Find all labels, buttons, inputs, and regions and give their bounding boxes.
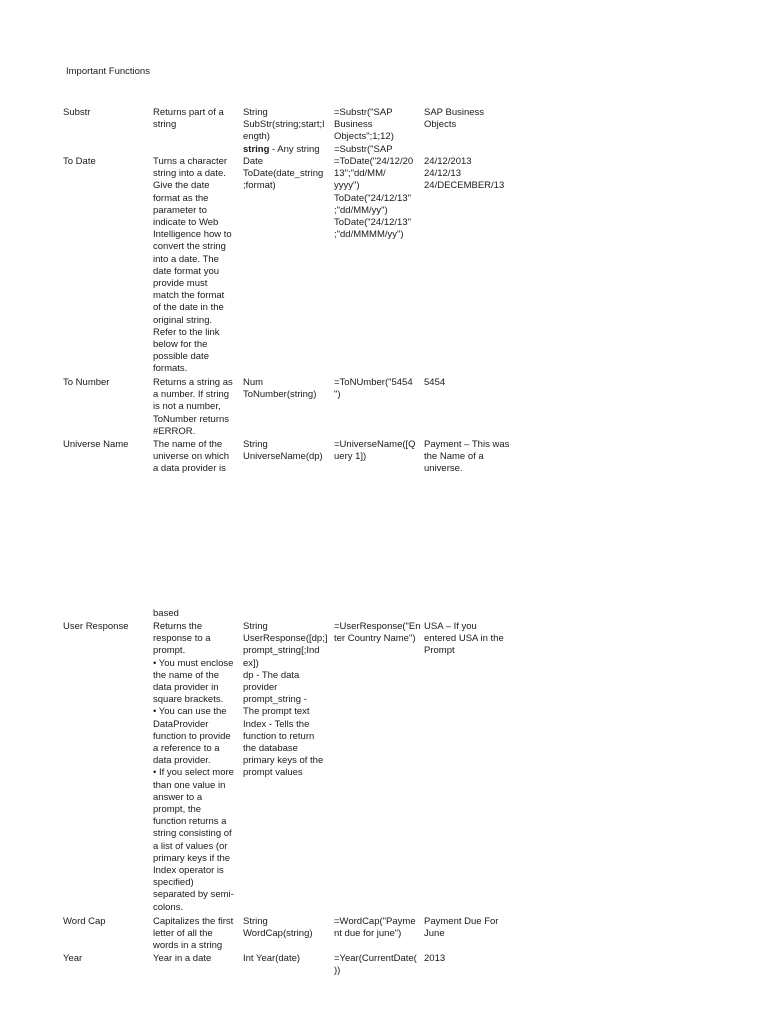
text-line: Turns a character [153,156,228,167]
text-line: function to return [243,730,315,742]
text-line: SAP Business [424,107,485,118]
text-line: data provider. [153,755,211,767]
text-line: 24/12/13 [424,168,461,180]
text-line: #ERROR. [153,425,196,437]
text-line: original string. [153,314,213,326]
text-line: 24/12/2013 [424,156,472,167]
text-line: of the date in the [153,302,224,314]
text-line: function returns a [153,816,227,828]
text-line: ToDate(date_string [243,168,324,180]
text-line: dp - The data [243,669,300,681]
text-line: 13";"dd/MM/ [334,168,386,180]
function-result [424,621,508,658]
text-line: separated by semi- [153,889,234,901]
text-line: primary keys of the [243,755,324,767]
function-example [334,621,421,645]
text-line: the database [243,743,298,755]
function-result [424,439,508,476]
text-line: answer to a [153,791,203,803]
text-line: a list of values (or [153,840,228,852]
text-line: universe on which [153,451,230,463]
text-line: String [243,621,268,632]
text-line: Year [63,953,83,964]
text-line: =ToNUmber("5454 [334,377,413,388]
text-line: yyyy") [334,180,360,192]
text-line: 24/DECEMBER/13 [424,180,505,192]
text-line: 5454 [424,377,446,388]
text-line: =WordCap("Payme [334,916,416,927]
text-line: the name of the [153,669,220,681]
function-syntax [243,377,327,401]
text-line: string - Any string [243,143,320,155]
text-line: String [243,916,268,927]
text-line: DataProvider [153,718,209,730]
page-title: Important Functions [66,66,150,77]
function-description [153,953,237,965]
text-line: format as the [153,192,209,204]
text-line: =Year(CurrentDate( [334,953,417,964]
text-line: ex]) [243,657,259,669]
text-line: possible date [153,351,209,363]
function-name [63,439,149,451]
text-line: formats. [153,363,188,375]
text-line: prompt. [153,645,186,657]
text-line: The prompt text [243,706,310,718]
text-line: primary keys if the [153,852,231,864]
text-line: String [243,107,268,118]
text-line: prompt_string[;Ind [243,645,320,657]
text-line: entered USA in the [424,633,504,645]
text-line: Intelligence how to [153,229,232,241]
function-example [334,107,418,156]
text-line: function to provide [153,730,231,742]
text-line: the Name of a [424,451,484,463]
text-line: specified) [153,877,194,889]
text-line: =Substr("SAP [334,143,393,155]
function-description [153,156,237,376]
text-line: USA – If you [424,621,477,632]
text-line: prompt_string - [243,694,307,706]
function-syntax [243,439,327,463]
text-line: =Substr("SAP [334,107,393,118]
text-line: ToNumber returns [153,413,230,425]
function-description [153,107,237,131]
text-line: UserResponse([dp;] [243,633,328,645]
function-name [63,621,149,633]
text-line: letter of all the [153,928,213,940]
text-line: • You can use the [153,706,227,718]
text-line: Returns a string as [153,377,233,388]
text-line: Objects";1;12) [334,131,394,143]
text-line: than one value in [153,779,226,791]
text-line: • You must enclose [153,657,234,669]
text-line: prompt values [243,767,303,779]
text-line: UniverseName(dp) [243,451,323,463]
text-line: convert the string [153,241,226,253]
text-line: provider [243,682,278,694]
text-line: is not a number, [153,401,221,413]
text-line: • If you select more [153,767,234,779]
function-description [153,621,237,914]
function-name [63,107,149,119]
text-line: Int Year(date) [243,953,301,964]
text-line: Date [243,156,264,167]
text-line: =ToDate("24/12/20 [334,156,414,167]
function-syntax [243,156,327,193]
text-line: nt due for june") [334,928,402,940]
text-line: Refer to the link [153,326,220,338]
function-syntax [243,953,327,965]
function-name [63,916,149,928]
function-result [424,377,508,389]
text-line: string consisting of [153,828,232,840]
text-line: June [424,928,445,940]
function-example [334,377,418,401]
text-line: date format you [153,265,220,277]
text-line: Year in a date [153,953,212,964]
text-line: ;"dd/MM/yy") [334,204,388,216]
text-line: ToDate("24/12/13" [334,217,411,229]
text-line: Word Cap [63,916,106,927]
text-line: )) [334,965,341,977]
text-line: Give the date [153,180,210,192]
text-line: String [243,439,268,450]
text-line: Num [243,377,264,388]
text-line: =UniverseName([Q [334,439,416,450]
function-result [424,107,508,131]
text-line: Objects [424,119,457,131]
text-line: a number. If string [153,389,230,401]
text-line: a reference to a [153,743,220,755]
text-line: based [153,608,179,619]
text-line: =UserResponse("En [334,621,421,632]
text-line: ;"dd/MMMM/yy") [334,229,404,241]
function-result [424,916,508,940]
function-description-continued [153,608,237,620]
text-line: Payment – This was [424,439,510,450]
text-line: Index - Tells the [243,718,310,730]
text-line: provide must [153,278,208,290]
function-syntax [243,107,327,156]
text-line: colons. [153,901,184,913]
text-line: Returns the [153,621,203,632]
text-line: string into a date. [153,168,226,180]
text-line: ToDate("24/12/13" [334,192,411,204]
text-line: Returns part of a [153,107,224,118]
text-line: Capitalizes the first [153,916,234,927]
text-line: ToNumber(string) [243,389,317,401]
text-line: into a date. The [153,253,219,265]
text-line: ter Country Name") [334,633,416,645]
text-line: ;format) [243,180,276,192]
function-result [424,156,508,193]
text-line: SubStr(string;start;l [243,119,325,131]
text-line: Index operator is [153,865,224,877]
text-line: Prompt [424,645,455,657]
text-line: square brackets. [153,694,224,706]
text-line: Payment Due For [424,916,499,927]
function-name [63,953,149,965]
text-line: 2013 [424,953,446,964]
function-example [334,439,418,463]
text-line: words in a string [153,940,223,952]
text-line: data provider in [153,682,219,694]
text-line: ") [334,389,341,401]
text-line: Universe Name [63,439,129,450]
text-line: below for the [153,339,208,351]
text-line: indicate to Web [153,217,219,229]
function-example [334,953,418,977]
text-line: prompt, the [153,804,202,816]
text-line: universe. [424,463,463,475]
function-description [153,377,237,438]
text-line: The name of the [153,439,223,450]
text-line: string [153,119,177,131]
function-name [63,377,149,389]
function-description [153,916,237,953]
text-line: To Date [63,156,96,167]
text-line: Business [334,119,373,131]
text-line: a data provider is [153,463,226,475]
text-line: response to a [153,633,211,645]
function-example [334,916,418,940]
function-description [153,439,237,476]
text-line: Substr [63,107,91,118]
text-line: match the format [153,290,225,302]
function-syntax [243,916,327,940]
function-name [63,156,149,168]
text-line: uery 1]) [334,451,367,463]
text-line: To Number [63,377,110,388]
text-line: ength) [243,131,270,143]
function-example [334,156,418,241]
text-line: User Response [63,621,129,632]
text-line: parameter to [153,204,207,216]
function-result [424,953,508,965]
text-line: WordCap(string) [243,928,313,940]
function-syntax [243,621,327,780]
